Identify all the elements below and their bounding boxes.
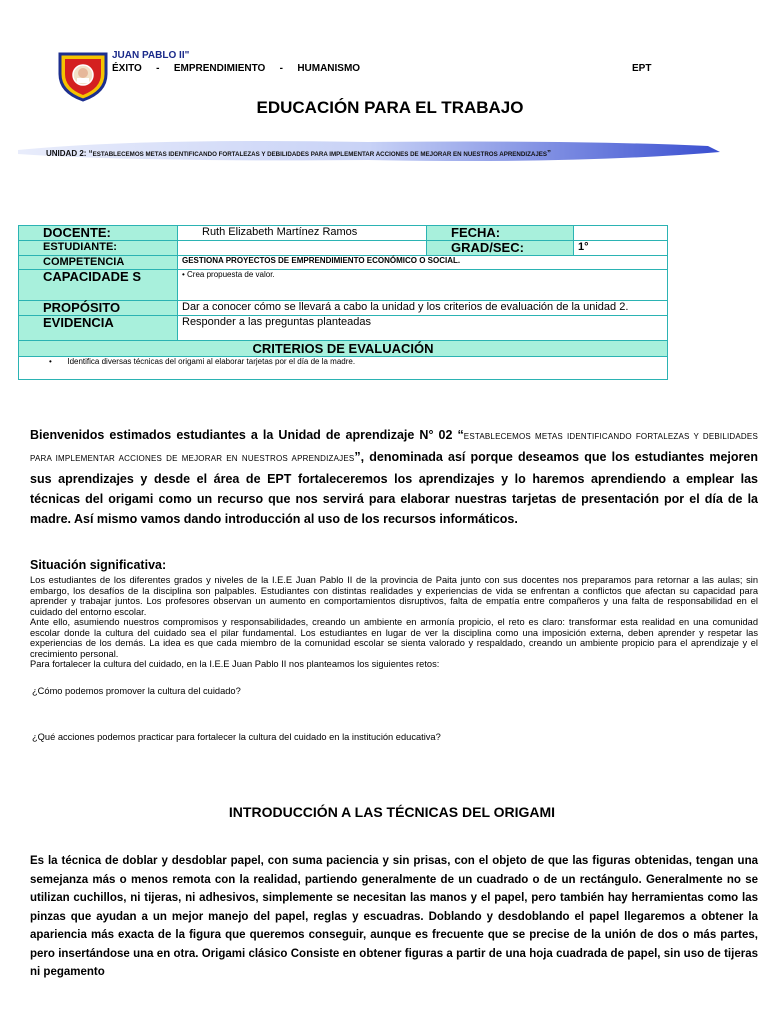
fecha-label: FECHA: (427, 226, 574, 241)
school-crest-logo (56, 48, 110, 102)
evidencia-value: Responder a las preguntas planteadas (178, 316, 668, 341)
welcome-paragraph: Bienvenidos estimados estudiantes a la Unidad de aprendizaje N° 02 “ESTABLECEMOS METAS IDENTIFICANDO FORTALEZAS Y DEBILIDADES PARA IMPLEMENTAR ACCIONES DE MEJORAR EN NUESTROS APRENDIZAJES”, denominada así porque deseamos que los estudiantes mejoren sus aprendizajes y desde el área de EPT fortaleceremos los aprendizajes y lo haremos aprendiendo a emplear las técnicas del origami como un recurso que nos servirá para elaborar nuestras tarjetas de presentación por el día de la madre. Así mismo vamos dando introducción al uso de los recursos informáticos. (30, 428, 758, 526)
fecha-value (574, 226, 668, 241)
evidencia-label: EVIDENCIA (19, 316, 178, 341)
capacidades-value: • Crea propuesta de valor. (178, 270, 668, 301)
question-2: ¿Qué acciones podemos practicar para fortalecer la cultura del cuidado en la institución educativa? (32, 732, 441, 742)
proposito-value: Dar a conocer cómo se llevará a cabo la unidad y los criterios de evaluación de la unidad 2. (178, 301, 668, 316)
situacion-heading: Situación significativa: (30, 558, 167, 572)
area-code: EPT (632, 63, 652, 74)
docente-label: DOCENTE: (19, 226, 178, 241)
competencia-value: GESTIONA PROYECTOS DE EMPRENDIMIENTO ECONÓMICO O SOCIAL. (178, 256, 668, 270)
question-1: ¿Cómo podemos promover la cultura del cuidado? (32, 686, 241, 696)
estudiante-label: ESTUDIANTE: (19, 241, 178, 256)
proposito-label: PROPÓSITO (19, 301, 178, 316)
grad-label: GRAD/SEC: (427, 241, 574, 256)
intro-heading: INTRODUCCIÓN A LAS TÉCNICAS DEL ORIGAMI (228, 804, 556, 820)
unit-title: UNIDAD 2: “ESTABLECEMOS METAS IDENTIFICANDO FORTALEZAS Y DEBILIDADES PARA IMPLEMENTAR ACCIONES DE MEJORAR EN NUESTROS APRENDIZAJES” (46, 149, 552, 158)
docente-value: Ruth Elizabeth Martínez Ramos (178, 226, 427, 241)
criterios-heading: CRITERIOS DE EVALUACIÓN (19, 341, 668, 357)
page-title: EDUCACIÓN PARA EL TRABAJO (256, 98, 524, 117)
intro-body: Es la técnica de doblar y desdoblar papel, con suma paciencia y sin prisas, con el objeto de que las figuras obtenidas, tengan una semejanza más o menos remota con la realidad, partiendo generalmente de un cuadrado o de un rectángulo. Generalmente no se utilizan cuchillos, ni tijeras, ni adhesivos, simplemente se necesitan las manos y el papel, pero también hay herramientas como las pinzas que ayudan a un mejor manejo del papel, reglas y escuadras. Doblando y desdoblando el papel llegaremos a obtener la apariencia más exacta de la figura que queremos conseguir, aunque es frecuente que se precise de la unión de dos o más partes, pero insertándose una en otra. Origami clásico Consiste en obtener figuras a partir de una hoja cuadrada de papel, sin uso de tijeras ni pegamento (30, 855, 758, 978)
criterios-item: • Identifica diversas técnicas del origami al elaborar tarjetas por el día de la madre. (19, 357, 668, 380)
competencia-label: COMPETENCIA (19, 256, 178, 270)
capacidades-label: CAPACIDADE S (19, 270, 178, 301)
estudiante-value (178, 241, 427, 256)
situacion-p1: Los estudiantes de los diferentes grados y niveles de la I.E.E Juan Pablo II de la provincia de Paita junto con sus docentes nos preparamos para retornar a las aulas; sin embargo, los desafíos de la disciplina son palpables. Estudiantes con distintas realidades y experiencias de vida se enfrentan a conflictos que afectan su capacidad para aprender y trabajar juntos. Los profesores observan un aumento en comportamientos disruptivos, falta de empatía entre compañeros y una falta de responsabilidad en el cuidado del entorno escolar. (30, 575, 758, 617)
grad-value: 1° (574, 241, 668, 256)
school-motto: ÉXITO - EMPRENDIMIENTO - HUMANISMO (112, 63, 361, 74)
situacion-p2: Ante ello, asumiendo nuestros compromisos y responsabilidades, creando un ambiente en armonía propicio, el reto es claro: transformar esta realidad en una comunidad escolar donde la cultura del cuidado sea el pilar fundamental. Los estudiantes en lugar de ver la disciplina como una imposición externa, deben aprender y respetar las experiencias de los demás. La idea es que cada miembro de la comunidad escolar se sienta valorado y respaldado, creando un ambiente propicio para el aprendizaje y el crecimiento personal. (30, 617, 758, 659)
situacion-p3: Para fortalecer la cultura del cuidado, en la I.E.E Juan Pablo II nos planteamos los siguientes retos: (30, 659, 440, 669)
info-table (18, 225, 668, 380)
situacion-body (30, 575, 758, 670)
school-name: JUAN PABLO II" (112, 50, 190, 61)
